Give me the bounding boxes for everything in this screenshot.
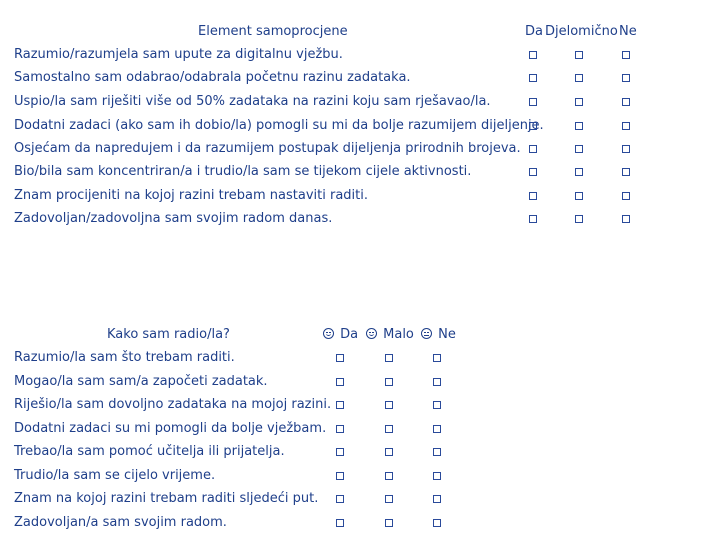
table-row: Bio/bila sam koncentriran/a i trudio/la sam se tijekom cijele aktivnosti. [14, 164, 472, 179]
malo-checkbox[interactable] [385, 495, 393, 503]
header-ne: Ne [619, 24, 637, 39]
ne-checkbox[interactable] [622, 145, 630, 153]
smile-face-icon [323, 328, 334, 339]
djelomicno-checkbox[interactable] [575, 51, 583, 59]
flat-face-icon [421, 328, 432, 339]
malo-checkbox[interactable] [385, 448, 393, 456]
header-da-group [323, 323, 358, 346]
table-row: Zadovoljan/zadovoljna sam svojim radom danas. [14, 211, 333, 226]
ne-checkbox[interactable] [622, 122, 630, 130]
header-da: Da [340, 327, 359, 342]
ne-checkbox[interactable] [622, 51, 630, 59]
ne-checkbox[interactable] [622, 74, 630, 82]
djelomicno-checkbox[interactable] [575, 168, 583, 176]
da-checkbox[interactable] [336, 448, 344, 456]
malo-checkbox[interactable] [385, 354, 393, 362]
djelomicno-checkbox[interactable] [575, 74, 583, 82]
malo-checkbox[interactable] [385, 519, 393, 527]
malo-checkbox[interactable] [385, 472, 393, 480]
da-checkbox[interactable] [529, 192, 537, 200]
table-row: Dodatni zadaci (ako sam ih dobio/la) pomogli su mi da bolje razumijem dijeljenje. [14, 118, 544, 133]
header-malo: Malo [383, 327, 414, 342]
table-row: Osjećam da napredujem i da razumijem postupak dijeljenja prirodnih brojeva. [14, 141, 521, 156]
malo-checkbox[interactable] [385, 425, 393, 433]
da-checkbox[interactable] [529, 122, 537, 130]
djelomicno-checkbox[interactable] [575, 215, 583, 223]
da-checkbox[interactable] [529, 98, 537, 106]
table-row: Samostalno sam odabrao/odabrala početnu razinu zadataka. [14, 70, 411, 85]
header-ne: Ne [438, 327, 456, 342]
table-row: Uspio/la sam riješiti više od 50% zadataka na razini koju sam rješavao/la. [14, 94, 491, 109]
da-checkbox[interactable] [336, 354, 344, 362]
table-row: Dodatni zadaci su mi pomogli da bolje vježbam. [14, 421, 327, 436]
table-row: Znam procijeniti na kojoj razini trebam nastaviti raditi. [14, 188, 369, 203]
table-row: Mogao/la sam sam/a započeti zadatak. [14, 374, 268, 389]
header-da: Da [525, 24, 543, 39]
djelomicno-checkbox[interactable] [575, 145, 583, 153]
ne-checkbox[interactable] [622, 168, 630, 176]
ne-checkbox[interactable] [433, 472, 441, 480]
header-element: Element samoprocjene [198, 24, 348, 39]
da-checkbox[interactable] [529, 51, 537, 59]
ne-checkbox[interactable] [433, 495, 441, 503]
da-checkbox[interactable] [529, 74, 537, 82]
header-djelomicno: Djelomično [545, 24, 618, 39]
ne-checkbox[interactable] [433, 354, 441, 362]
table-row: Trebao/la sam pomoć učitelja ili prijatelja. [14, 444, 285, 459]
table-row: Znam na kojoj razini trebam raditi sljedeći put. [14, 491, 319, 506]
ne-checkbox[interactable] [433, 425, 441, 433]
ne-checkbox[interactable] [622, 215, 630, 223]
ne-checkbox[interactable] [622, 98, 630, 106]
da-checkbox[interactable] [336, 472, 344, 480]
da-checkbox[interactable] [336, 378, 344, 386]
table-row: Zadovoljan/a sam svojim radom. [14, 515, 227, 530]
djelomicno-checkbox[interactable] [575, 192, 583, 200]
table-row: Razumio/razumjela sam upute za digitalnu vježbu. [14, 47, 343, 62]
header-malo-group [366, 323, 414, 346]
da-checkbox[interactable] [529, 145, 537, 153]
malo-checkbox[interactable] [385, 401, 393, 409]
malo-checkbox[interactable] [385, 378, 393, 386]
djelomicno-checkbox[interactable] [575, 98, 583, 106]
djelomicno-checkbox[interactable] [575, 122, 583, 130]
ne-checkbox[interactable] [433, 378, 441, 386]
da-checkbox[interactable] [336, 401, 344, 409]
da-checkbox[interactable] [336, 495, 344, 503]
table-row: Razumio/la sam što trebam raditi. [14, 350, 235, 365]
ne-checkbox[interactable] [433, 401, 441, 409]
ne-checkbox[interactable] [622, 192, 630, 200]
table-row: Trudio/la sam se cijelo vrijeme. [14, 468, 216, 483]
da-checkbox[interactable] [529, 168, 537, 176]
ne-checkbox[interactable] [433, 519, 441, 527]
da-checkbox[interactable] [336, 519, 344, 527]
header-ne-group [421, 323, 456, 346]
header-question: Kako sam radio/la? [107, 327, 230, 342]
ne-checkbox[interactable] [433, 448, 441, 456]
da-checkbox[interactable] [336, 425, 344, 433]
neutral-face-icon [366, 328, 377, 339]
table-row: Riješio/la sam dovoljno zadataka na mojoj razini. [14, 397, 332, 412]
da-checkbox[interactable] [529, 215, 537, 223]
